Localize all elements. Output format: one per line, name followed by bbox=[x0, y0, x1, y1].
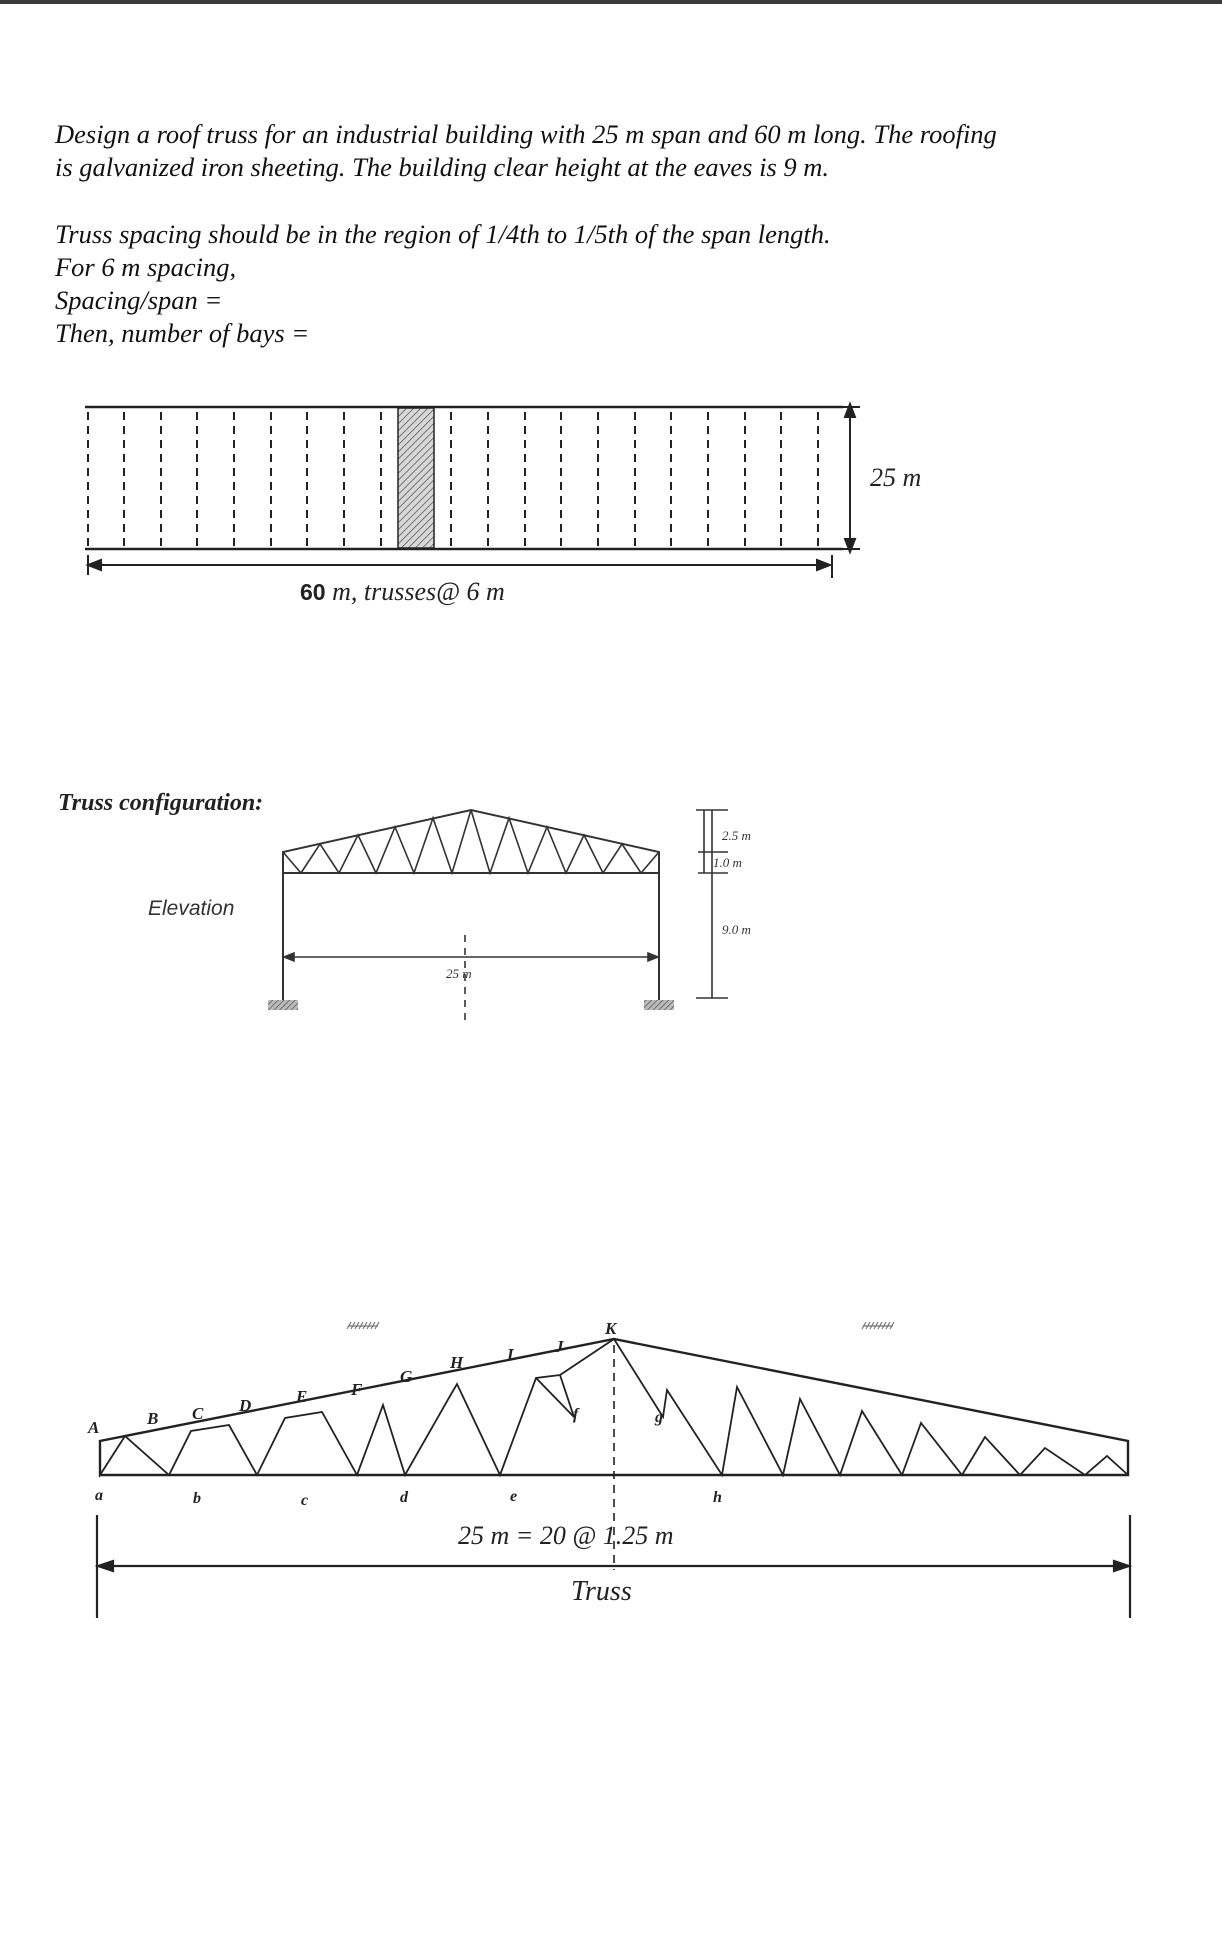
spacing-line-2: For 6 m spacing, bbox=[55, 252, 237, 282]
rise-label: 2.5 m bbox=[722, 828, 751, 843]
node-D: D bbox=[239, 1396, 252, 1415]
elevation-web-left bbox=[283, 810, 471, 873]
elevation-diagram bbox=[0, 780, 1222, 1040]
truss-web-left bbox=[100, 1339, 614, 1475]
node-G: G bbox=[400, 1367, 413, 1386]
node-F: F bbox=[351, 1380, 363, 1399]
node-b: b bbox=[193, 1490, 201, 1507]
node-H: H bbox=[450, 1353, 464, 1372]
node-e: e bbox=[510, 1488, 518, 1505]
node-h: h bbox=[713, 1489, 722, 1506]
elevation-web-right bbox=[471, 810, 659, 873]
statement-line-1: Design a roof truss for an industrial building with 25 m span and 60 m long. The roofing bbox=[55, 119, 997, 149]
truss-diagram bbox=[0, 1300, 1222, 1630]
node-C: C bbox=[192, 1404, 204, 1423]
bottom-node-labels bbox=[95, 1487, 722, 1509]
node-c: c bbox=[301, 1492, 309, 1509]
problem-statement bbox=[55, 118, 1175, 184]
width-dimension bbox=[840, 404, 860, 552]
node-g: g bbox=[655, 1409, 663, 1426]
inner-node-labels bbox=[573, 1406, 663, 1426]
node-B: B bbox=[147, 1409, 159, 1428]
node-I: I bbox=[507, 1345, 514, 1364]
spacing-line-1: Truss spacing should be in the region of 1/4th to 1/5th of the span length. bbox=[55, 219, 831, 249]
node-d: d bbox=[400, 1489, 408, 1506]
node-a: a bbox=[95, 1487, 103, 1504]
purlin-marks bbox=[347, 1322, 894, 1329]
eave-label: 1.0 m bbox=[713, 855, 742, 870]
span-label: 25 m = 20 @ 1.25 m bbox=[458, 1521, 674, 1550]
configuration-heading: Truss configuration: bbox=[58, 790, 264, 816]
node-K: K bbox=[605, 1319, 617, 1338]
right-support-icon bbox=[644, 1000, 674, 1010]
plan-view-diagram bbox=[0, 390, 1222, 620]
node-J: J bbox=[555, 1337, 564, 1356]
truss-lines bbox=[88, 412, 818, 546]
node-f: f bbox=[573, 1406, 579, 1423]
truss-web-right bbox=[614, 1339, 1128, 1475]
length-label bbox=[300, 577, 505, 606]
length-label-text: m, trusses@ 6 m bbox=[325, 577, 505, 606]
spacing-line-4: Then, number of bays = bbox=[55, 318, 310, 348]
left-support-icon bbox=[268, 1000, 298, 1010]
statement-line-2: is galvanized iron sheeting. The building clear height at the eaves is 9 m. bbox=[55, 152, 830, 182]
node-A: A bbox=[88, 1418, 100, 1437]
column-height-label: 9.0 m bbox=[722, 922, 751, 937]
node-E: E bbox=[296, 1387, 308, 1406]
elevation-top-chord bbox=[283, 810, 659, 873]
width-label: 25 m bbox=[870, 463, 922, 492]
truss-caption: Truss bbox=[571, 1576, 632, 1607]
elevation-span-label: 25 m bbox=[446, 966, 472, 981]
length-dimension bbox=[88, 555, 832, 578]
elevation-label: Elevation bbox=[148, 897, 235, 920]
length-label-number: 60 bbox=[300, 579, 326, 605]
spacing-text bbox=[55, 218, 1175, 350]
top-border bbox=[0, 0, 1222, 4]
spacing-line-3: Spacing/span = bbox=[55, 285, 223, 315]
hatched-bay bbox=[398, 408, 434, 548]
